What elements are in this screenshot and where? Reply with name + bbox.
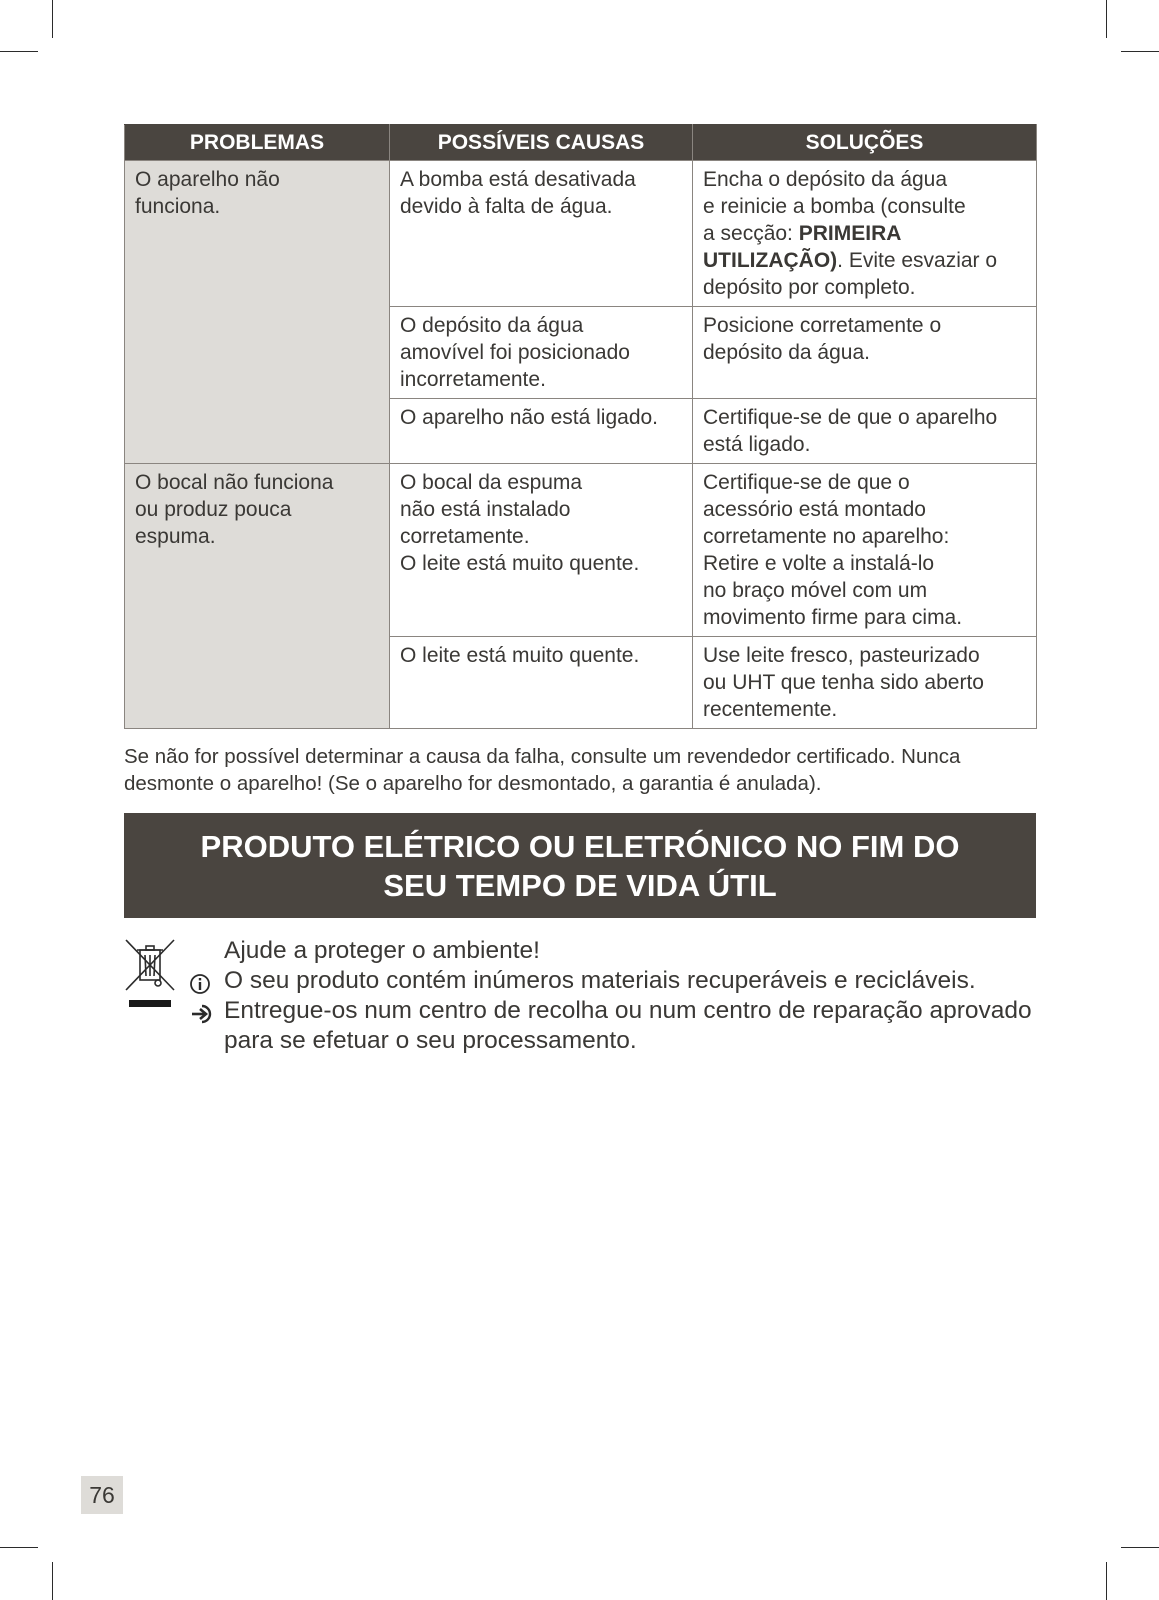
crop-mark (1121, 51, 1159, 52)
solution-text: Certifique-se de que o aparelho (703, 406, 998, 429)
solution-text: e reinicie a bomba (consulte (703, 195, 966, 218)
solution-cell (693, 161, 1037, 307)
cause-text: incorretamente. (400, 368, 546, 391)
problem-cell (125, 161, 390, 464)
crop-mark (0, 51, 38, 52)
cause-text: O bocal da espuma (400, 471, 583, 494)
problem-text: funciona. (135, 195, 221, 218)
header-causes: POSSÍVEIS CAUSAS (390, 125, 693, 161)
solution-text: Retire e volte a instalá-lo (703, 552, 935, 575)
crop-mark (52, 1562, 53, 1600)
cause-text: corretamente. (400, 525, 530, 548)
solution-text: movimento firme para cima. (703, 606, 963, 629)
solution-cell (693, 464, 1037, 637)
header-problems: PROBLEMAS (125, 125, 390, 161)
cause-text: não está instalado (400, 498, 571, 521)
cause-text: devido à falta de água. (400, 195, 613, 218)
solution-text: no braço móvel com um (703, 579, 928, 602)
crossed-out-wheeled-bin-icon (124, 938, 176, 1014)
env-line: O seu produto contém inúmeros materiais recuperáveis e recicláveis. (224, 967, 976, 994)
cause-text: amovível foi posicionado (400, 341, 630, 364)
section-banner (124, 813, 1036, 918)
env-line: Entregue-os num centro de recolha ou num centro de reparação aprovado (224, 997, 1032, 1024)
env-line: para se efetuar o seu processamento. (224, 1027, 637, 1054)
cause-cell (390, 637, 693, 729)
problem-cell (125, 464, 390, 729)
crop-mark (52, 0, 53, 38)
solution-text: . Evite esvaziar o (837, 249, 998, 272)
problem-text: O aparelho não (135, 168, 280, 191)
solution-text: Posicione corretamente o (703, 314, 942, 337)
solution-text: recentemente. (703, 698, 838, 721)
solution-text: depósito por completo. (703, 276, 916, 299)
table-header-row (125, 125, 1037, 161)
solution-text: a secção: (703, 222, 799, 245)
table-row (125, 161, 1037, 307)
troubleshooting-table (124, 124, 1037, 729)
note-line: desmonte o aparelho! (Se o aparelho for desmontado, a garantia é anulada). (124, 772, 822, 795)
cause-cell (390, 464, 693, 637)
table-row (125, 464, 1037, 637)
solution-text: Encha o depósito da água (703, 168, 948, 191)
crop-mark (1121, 1547, 1159, 1548)
info-icon (188, 972, 212, 996)
env-line: Ajude a proteger o ambiente! (224, 937, 540, 964)
cause-text: O leite está muito quente. (400, 552, 640, 575)
arrow-right-icon (188, 1002, 212, 1026)
problem-text: espuma. (135, 525, 216, 548)
cause-text: A bomba está desativada (400, 168, 636, 191)
solution-text: Certifique-se de que o (703, 471, 910, 494)
solution-text: Use leite fresco, pasteurizado (703, 644, 980, 667)
solution-text: acessório está montado (703, 498, 926, 521)
page-number: 76 (81, 1476, 123, 1514)
section-title-line: SEU TEMPO DE VIDA ÚTIL (383, 867, 777, 903)
cause-cell (390, 307, 693, 399)
solution-text: depósito da água. (703, 341, 870, 364)
solution-cell (693, 637, 1037, 729)
section-reference: PRIMEIRA (798, 222, 902, 245)
cause-text: O depósito da água (400, 314, 584, 337)
cause-text: O leite está muito quente. (400, 644, 640, 667)
crop-mark (0, 1547, 38, 1548)
section-title-line: PRODUTO ELÉTRICO OU ELETRÓNICO NO FIM DO (200, 828, 960, 864)
note-line: Se não for possível determinar a causa da falha, consulte um revendedor certificado. Nunca (124, 745, 961, 768)
solution-cell (693, 307, 1037, 399)
crop-mark (1106, 0, 1107, 38)
problem-text: O bocal não funciona (135, 471, 334, 494)
cause-cell (390, 161, 693, 307)
crop-mark (1106, 1562, 1107, 1600)
solution-text: está ligado. (703, 433, 811, 456)
solution-text: ou UHT que tenha sido aberto (703, 671, 984, 694)
problem-text: ou produz pouca (135, 498, 292, 521)
section-title (170, 827, 990, 905)
solution-cell (693, 399, 1037, 464)
solution-text: corretamente no aparelho: (703, 525, 950, 548)
cause-text: O aparelho não está ligado. (400, 406, 659, 429)
section-reference: UTILIZAÇÃO) (703, 249, 838, 272)
cause-cell (390, 399, 693, 464)
header-solutions: SOLUÇÕES (693, 125, 1037, 161)
warranty-note (124, 743, 1044, 797)
